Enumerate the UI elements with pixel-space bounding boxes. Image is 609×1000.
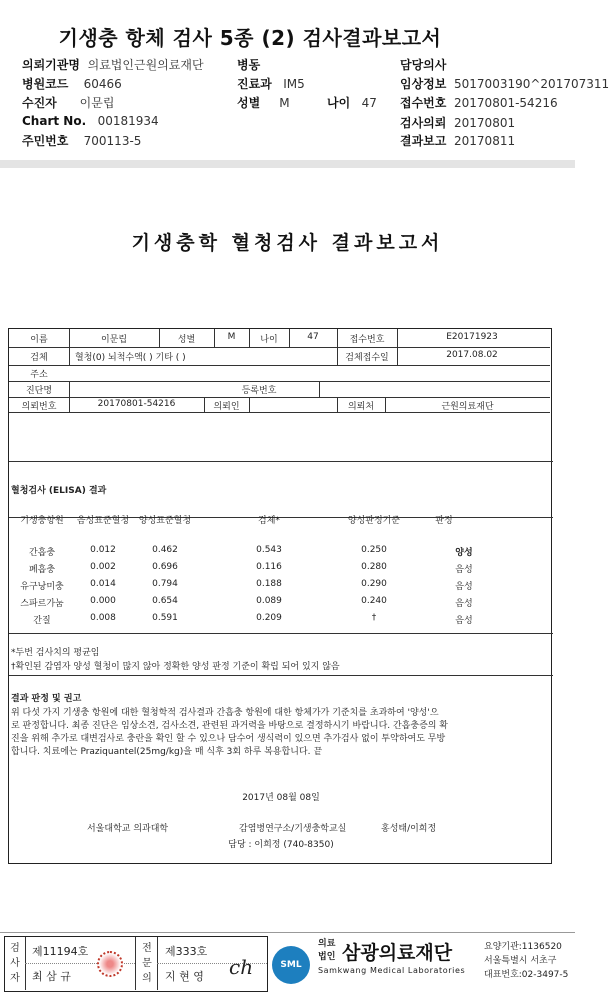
section-divider [0, 160, 575, 168]
name-value: 이문립 [100, 335, 128, 345]
result-form [8, 328, 552, 864]
cell-neg: 0.012 [90, 545, 116, 555]
note-average: *두번 검사치의 평균임 [11, 648, 100, 658]
specialist-license-no: 제333호 [165, 945, 208, 958]
requester-org-label: 의뢰처 [347, 402, 375, 412]
cell-result: 음성 [455, 582, 473, 592]
conclusion-title: 결과 판정 및 권고 [11, 694, 82, 704]
header-patient: 수진자 이문립 [22, 96, 115, 110]
org-name: 삼광의료재단 [342, 942, 453, 964]
header-clinical-info: 임상정보 5017003190^201707311 [400, 77, 609, 91]
sex-value: M [227, 332, 236, 342]
header-ward: 병동 [237, 58, 261, 72]
cell-result: 음성 [455, 616, 473, 626]
cell-pos: 0.794 [152, 579, 178, 589]
cell-pos: 0.462 [152, 545, 178, 555]
note-criteria: †확인된 감염자 양성 혈청이 많지 않아 정확한 양성 판정 기준이 확립 되어 있지 않음 [11, 662, 340, 672]
col-result: 판정 [435, 516, 453, 526]
header-report-date: 결과보고 20170811 [400, 134, 516, 148]
receipt-value: E20171923 [446, 332, 498, 342]
request-no-label: 의뢰번호 [21, 402, 57, 412]
header-client: 의뢰기관명 의료법인근원의료재단 [22, 58, 204, 72]
header-age: 나이 47 [327, 96, 377, 110]
header-department: 진료과 IM5 [237, 77, 305, 91]
org-info-line: 요양기관:1136520 [484, 942, 562, 952]
specialist-label: 전문의 [142, 943, 152, 984]
seal-stamp-icon [97, 951, 123, 977]
registration-label: 등록번호 [241, 386, 277, 396]
header-doctor: 담당의사 [400, 58, 447, 72]
cell-sample: 0.188 [256, 579, 282, 589]
col-positive: 양성표준혈청 [138, 516, 192, 526]
age-label: 나이 [260, 335, 278, 345]
lab-name: 감염병연구소/기생충학교실 [239, 824, 347, 834]
footer-divider [0, 932, 575, 933]
receipt-label: 접수번호 [349, 335, 385, 345]
inspector-license-no: 제11194호 [32, 945, 89, 958]
cell-antigen: 유구낭미충 [20, 582, 64, 592]
col-sample: 검체* [258, 516, 280, 526]
report-date: 2017년 08월 08일 [242, 793, 320, 803]
sml-logo-icon: SML [272, 946, 310, 984]
header-sex: 성별 M [237, 96, 290, 110]
cell-sample: 0.116 [256, 562, 282, 572]
specialist-name: 지 현 영 [165, 970, 204, 983]
doctor-names: 홍성태/이희정 [381, 824, 437, 834]
cell-antigen: 간흡충 [28, 548, 56, 558]
org-english-name: Samkwang Medical Laboratories [318, 966, 466, 975]
cell-pos: 0.696 [152, 562, 178, 572]
cell-result: 음성 [455, 599, 473, 609]
cell-pos: 0.654 [152, 596, 178, 606]
header-request-date: 검사의뢰 20170801 [400, 116, 516, 130]
age-value: 47 [307, 332, 319, 342]
cell-cutoff: 0.250 [361, 545, 387, 555]
cell-result: 양성 [455, 548, 473, 558]
org-info-line: 대표번호:02-3497-5 [484, 970, 569, 980]
col-cutoff: 양성판정기준 [347, 516, 401, 526]
cell-result: 음성 [455, 565, 473, 575]
header-chart-no: Chart No. 00181934 [22, 114, 159, 128]
specimen-date-value: 2017.08.02 [446, 350, 498, 360]
cell-neg: 0.000 [90, 596, 116, 606]
conclusion-line: 위 다섯 가지 기생충 항원에 대한 혈청학적 검사결과 간흡충 항원에 대한 항체가가 기준치를 초과하여 '양성'으 [11, 708, 439, 718]
conclusion-line: 합니다. 치료에는 Praziquantel(25mg/kg)을 매 식후 3회 하루 복용합니다. 끝 [11, 747, 323, 757]
cell-pos: 0.591 [152, 613, 178, 623]
specimen-value: 혈청(0) 뇌척수액( ) 기타 ( ) [75, 353, 186, 363]
cell-cutoff: 0.280 [361, 562, 387, 572]
cell-neg: 0.002 [90, 562, 116, 572]
cell-antigen: 스파르가눔 [20, 599, 64, 609]
header-resident-no: 주민번호 700113-5 [22, 134, 142, 148]
sheet-title: 기생충학 혈청검사 결과보고서 [131, 232, 444, 254]
org-info-line: 서울특별시 서초구 [484, 956, 557, 966]
cell-neg: 0.008 [90, 613, 116, 623]
diagnosis-label: 진단명 [25, 386, 53, 396]
col-negative: 음성표준혈청 [76, 516, 130, 526]
cell-cutoff: 0.290 [361, 579, 387, 589]
cell-antigen: 폐흡충 [28, 565, 56, 575]
specimen-date-label: 검체접수일 [345, 353, 389, 363]
institution: 서울대학교 의과대학 [87, 824, 169, 834]
cell-sample: 0.209 [256, 613, 282, 623]
signature-box [4, 936, 268, 992]
cell-neg: 0.014 [90, 579, 116, 589]
sex-label: 성별 [177, 335, 196, 345]
specimen-label: 검체 [30, 353, 48, 363]
requester-label: 의뢰인 [213, 402, 240, 412]
header-hospital-code: 병원코드 60466 [22, 77, 122, 91]
cell-cutoff: 0.240 [361, 596, 387, 606]
inspector-label: 검사자 [10, 943, 20, 984]
contact-info: 담당 : 이희정 (740-8350) [228, 840, 334, 850]
conclusion-line: 진을 위해 추가로 대변검사로 충란을 확인 할 수 있으나 담수어 생식력이 있으면 추가검사 없이 투약하여도 무방 [11, 734, 446, 744]
header-receipt-no: 접수번호 20170801-54216 [400, 96, 558, 110]
address-label: 주소 [30, 370, 48, 380]
org-prefix: 의료 법인 [318, 939, 336, 962]
elisa-title: 혈청검사 (ELISA) 결과 [11, 486, 107, 496]
cell-sample: 0.543 [256, 545, 282, 555]
requester-org-value: 근원의료재단 [441, 402, 494, 412]
name-label: 이름 [30, 335, 48, 345]
cell-sample: 0.089 [256, 596, 282, 606]
signature-icon: ch [229, 955, 254, 979]
col-antigen: 기생충항원 [20, 516, 64, 526]
inspector-name: 최 삼 규 [32, 970, 71, 983]
cell-cutoff: † [371, 613, 377, 623]
conclusion-line: 로 판정합니다. 최종 진단은 임상소견, 검사소견, 관련된 과거력을 바탕으로 결정하시기 바랍니다. 간흡충증의 확 [11, 721, 449, 731]
org-info [484, 940, 568, 982]
cell-antigen: 간질 [33, 616, 51, 626]
request-no-value: 20170801-54216 [97, 399, 176, 409]
report-title: 기생충 항체 검사 5종 (2) 검사결과보고서 [58, 26, 442, 50]
